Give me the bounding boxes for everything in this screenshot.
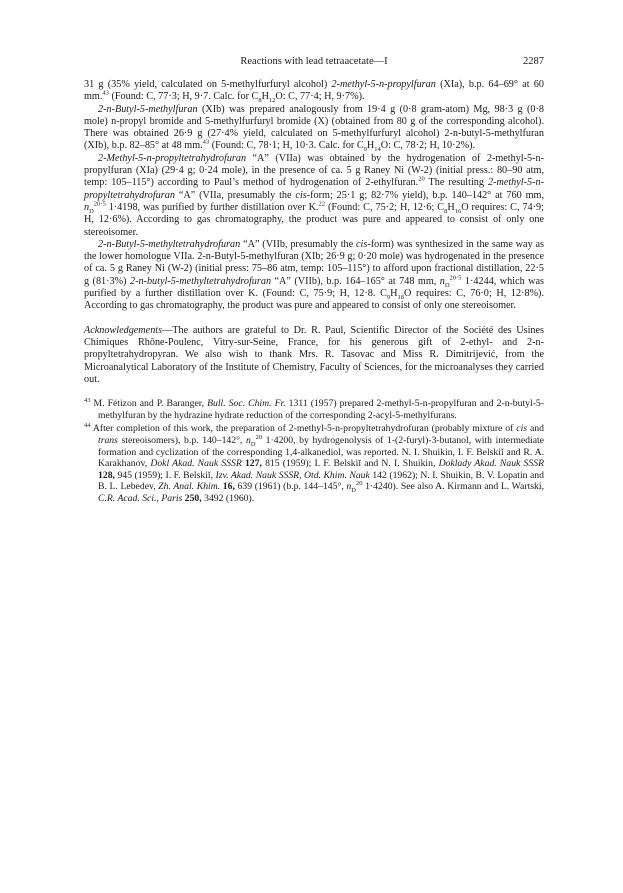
text-run: and bbox=[527, 423, 544, 435]
page-number: 2287 bbox=[523, 56, 544, 67]
footnote-44 bbox=[84, 423, 544, 504]
text-run: 31 g (35% yield, calculated on 5-methylfurfuryl alcohol) bbox=[84, 79, 332, 90]
sup-text-run: 43 bbox=[84, 396, 91, 404]
text-run: —The authors are grateful to Dr. R. Paul, Scientific Director of the Société des Usines Chimiques Rhône-Poulenc, Vitry-sur-Seine, France, for his generous gift of 2-ethyl- and 2-n-propyltetrahydropyran. We also wish to thank Mrs. R. Tasovac and Miss R. Dimitrijević, from the Microanalytical Laboratory of the Institute of Chemistry, Faculty of Sciences, for the microanalyses they carried out. bbox=[84, 324, 544, 385]
text-run: -form; 25·1 g; 82·7% yield), b.p. 140–142° at 760 mm, bbox=[306, 189, 544, 201]
text-run: 1·4200, by hydrogenolysis of 1-(2-furyl)-3-butanol, with intermediate formation and cyclization of the corresponding 1,4-alkanediol, was reported. N. I. Shuikin, I. F. Belskiĭ and R. A. Karakhanov, bbox=[98, 434, 544, 470]
italic-text-run: Izv. Akad. Nauk SSSR, Otd. Khim. Nauk bbox=[215, 469, 370, 481]
italic-text-run: trans bbox=[98, 434, 118, 446]
sup-text-run: 22 bbox=[318, 200, 325, 208]
italic-text-run: C.R. Acad. Sci., Paris bbox=[98, 492, 183, 504]
text-run: 1311 (1957) prepared 2-methyl-5-n-propylfuran and 2-n-butyl-5-methylfuran by the hydrazine hydrate reduction of the corresponding 2-acyl-5-methylfurans. bbox=[98, 398, 544, 421]
sub-text-run: 8 bbox=[258, 97, 262, 105]
italic-text-run: Acknowledgements bbox=[84, 324, 163, 336]
italic-text-run: cis bbox=[356, 238, 368, 250]
text-run: H bbox=[261, 91, 269, 103]
paragraph-propyltetrahydrofuran bbox=[84, 153, 544, 239]
sup-text-run: 43 bbox=[102, 89, 109, 97]
sup-text-run: 20 bbox=[255, 433, 263, 441]
sub-text-run: D bbox=[351, 487, 356, 495]
text-run: The resulting bbox=[424, 177, 488, 189]
text-run: “A” (VIIa) was obtained by the hydrogenation of 2-methyl-5-n-propylfuran (XIa) (29·4 g; 0·24 mole), in the presence of ca. 5 g Raney Ni (W-2) (initial press.: 80–90 atm, temp: 105–115°) according to Paul’s method of hydrogenation of 2-ethylfuran. bbox=[84, 152, 544, 189]
italic-text-run: 2-methyl-5-n-propylfuran bbox=[331, 79, 436, 90]
sub-text-run: 8 bbox=[444, 208, 448, 215]
sub-text-run: 18 bbox=[397, 294, 404, 302]
text-run: O: C, 78·2; H, 10·2%). bbox=[380, 140, 476, 152]
text-run: After completion of this work, the preparation of 2-methyl-5-n-propyltetrahydrofuran (probably mixture of bbox=[90, 423, 517, 435]
sub-text-run: 12 bbox=[268, 97, 276, 105]
text-run: H bbox=[447, 201, 455, 213]
text-run: 1·4240). See also A. Kirmann and L. Wartski, bbox=[362, 481, 544, 493]
sup-text-run: 20·5 bbox=[449, 274, 462, 282]
text-run: -form) was synthesized in the same way as the lower homologue VIIa. 2-n-Butyl-5-methylfuran (XIb; 26·9 g; 0·20 mole) was hydrogenated in the presence of ca. 5 g Raney Ni (W-2) (initial press: 75–86 atm, temp: 105–115°) to afford upon fractional distillation, 22·5 g (81·3%) bbox=[84, 238, 544, 287]
bold-text-run: 16, bbox=[222, 481, 235, 493]
sub-text-run: 9 bbox=[363, 146, 367, 154]
italic-text-run: 2-n-butyl-5-methyltetrahydrofuran bbox=[129, 275, 272, 287]
italic-text-run: Doklady Akad. Nauk SSSR bbox=[438, 458, 544, 470]
paragraph-butylmethylfuran bbox=[84, 104, 544, 153]
paragraph-butyltetrahydrofuran bbox=[84, 239, 544, 313]
text-run: (Found: C, 75·2; H, 12·6; C bbox=[324, 201, 445, 213]
text-run: (Found: C, 77·3; H, 9·7. Calc. for C bbox=[108, 91, 259, 103]
sub-text-run: D bbox=[444, 281, 450, 289]
text-run: 945 (1959); I. F. Belskiĭ, bbox=[114, 469, 216, 481]
italic-text-run: cis bbox=[516, 423, 528, 435]
sup-text-run: 44 bbox=[84, 422, 91, 430]
italic-text-run: 2-n-Butyl-5-methyltetrahydrofuran bbox=[98, 238, 241, 250]
text-run: M. Fétizon and P. Baranger, bbox=[90, 398, 208, 410]
text-run: “A” (VIIb, presumably the bbox=[240, 238, 357, 250]
text-run: 1·4244, which was purified by a further distillation over K. (Found: C, 75·9; H, 12·8. C bbox=[84, 275, 544, 300]
sub-text-run: 9 bbox=[386, 294, 391, 302]
sub-text-run: 16 bbox=[454, 208, 462, 215]
bold-text-run: 128, bbox=[98, 469, 115, 481]
text-run: 639 (1961) (b.p. 144–145°, bbox=[234, 481, 347, 493]
article-body bbox=[84, 79, 544, 506]
text-run: 142 (1962); N. I. Shuikin, B. V. Lopatin and B. L. Lebedev, bbox=[98, 469, 544, 493]
paragraph-propylfuran-yield bbox=[84, 79, 544, 104]
footnotes bbox=[84, 398, 544, 504]
italic-text-run: n bbox=[346, 481, 352, 493]
text-run: (Found: C, 78·1; H, 10·3. Calc. for C bbox=[209, 140, 364, 152]
text-run: O requires: C, 74·9; H, 12·6%). According to gas chromatography, the product was pure and appeared to consist of only one stereoisomer. bbox=[84, 201, 544, 238]
sup-text-run: 20·5 bbox=[93, 200, 106, 208]
text-run: O requires: C, 76·0; H, 12·8%). According to gas chromatography, the product was pure and appeared to consist of only one stereoisomer. bbox=[84, 288, 544, 312]
italic-text-run: n bbox=[439, 275, 445, 287]
italic-text-run: 2-n-Butyl-5-methylfuran bbox=[98, 103, 198, 115]
italic-text-run: n bbox=[84, 201, 90, 213]
text-run: “A” (VIIa, presumably the bbox=[174, 189, 296, 201]
sup-text-run: 43 bbox=[202, 139, 210, 147]
text-run: O: C, 77·4; H, 9·7%). bbox=[275, 91, 365, 103]
italic-text-run: 2-Methyl-5-n-propyltetrahydrofuran bbox=[98, 152, 247, 164]
sub-text-run: D bbox=[89, 208, 94, 215]
bold-text-run: 127, bbox=[244, 458, 262, 470]
text-run: H bbox=[390, 288, 398, 300]
text-run: 815 (1959); I. F. Belskiĭ and N. I. Shuikin, bbox=[261, 458, 439, 470]
text-run: 3492 (1960). bbox=[201, 492, 255, 504]
acknowledgements bbox=[84, 325, 544, 386]
italic-text-run: 2-methyl-5-n-propyltetrahydrofuran bbox=[84, 177, 544, 201]
italic-text-run: Bull. Soc. Chim. Fr. bbox=[207, 398, 286, 410]
italic-text-run: n bbox=[246, 434, 251, 446]
text-run: H bbox=[366, 140, 375, 152]
page-header bbox=[84, 56, 544, 70]
text-run: “A” (VIIb), b.p. 164–165° at 748 mm, bbox=[271, 275, 440, 287]
bold-text-run: 250, bbox=[184, 492, 202, 504]
sup-text-run: 20 bbox=[418, 175, 425, 183]
text-run: (XIb) was prepared analogously from 19·4 g (0·8 gram-atom) Mg, 98·3 g (0·8 mole) n-propyl bromide and 5-methylfurfuryl bromide (X) (obtained from 80 g of the corresponding alcohol). There was obtained 26·9 g (27·4% yield, calculated on 5-methylfurfuryl alcohol) 2-n-butyl-5-methylfuran (XIb), b.p. 82–85° at 48 mm. bbox=[84, 103, 544, 152]
sub-text-run: 14 bbox=[374, 146, 381, 154]
running-title: Reactions with lead tetraacetate—I bbox=[240, 56, 388, 67]
sup-text-run: 20 bbox=[355, 480, 363, 488]
text-run: stereoisomers), b.p. 140–142°, bbox=[117, 434, 247, 446]
text-run: 1·4198, was purified by further distillation over K. bbox=[105, 201, 319, 213]
italic-text-run: cis bbox=[295, 189, 307, 201]
italic-text-run: Zh. Anal. Khim. bbox=[158, 481, 221, 493]
italic-text-run: Dokl Akad. Nauk SSSR bbox=[150, 458, 242, 470]
footnote-43 bbox=[84, 398, 544, 421]
text-run: (XIa), b.p. 64–69° at 60 mm. bbox=[84, 79, 544, 103]
sub-text-run: D bbox=[250, 440, 256, 448]
